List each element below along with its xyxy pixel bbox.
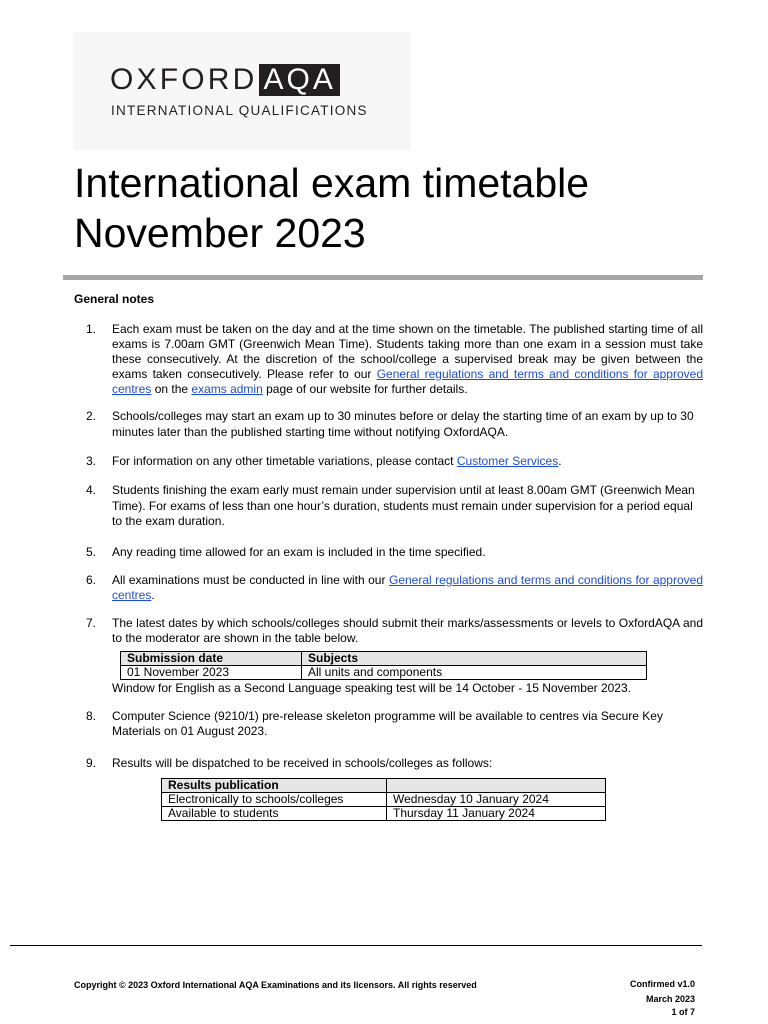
note-text: .	[558, 454, 562, 468]
note-text: All examinations must be conducted in line with our	[112, 572, 389, 587]
note-6	[72, 573, 703, 603]
table-header-row	[121, 651, 647, 665]
note-text: Computer Science (9210/1) pre-release skeleton programme will be available to centres via Secure Key Materials on 01 August 2023.	[112, 708, 663, 738]
logo-subtitle: INTERNATIONAL QUALIFICATIONS	[111, 103, 368, 118]
note-5	[72, 545, 703, 560]
note-text: Results will be dispatched to be received in schools/colleges as follows:	[112, 755, 493, 770]
page-title-line1: International exam timetable	[74, 160, 590, 206]
page-title-line2: November 2023	[74, 210, 366, 256]
table-cell: Thursday 11 January 2024	[387, 806, 606, 820]
table-cell: Available to students	[162, 806, 387, 820]
note-9	[72, 756, 703, 821]
note-text: Schools/colleges may start an exam up to 30 minutes before or delay the starting time of an exam by up to 30 minutes later than the published starting time without notifying OxfordAQA.	[112, 409, 694, 439]
note-number: 4.	[86, 483, 97, 497]
note-text: .	[151, 587, 155, 602]
note-number: 2.	[86, 409, 97, 423]
table-header-cell	[387, 778, 606, 792]
table-header-cell: Submission date	[121, 651, 302, 665]
table-row	[162, 792, 606, 806]
note-text: on the	[151, 382, 192, 396]
note-2	[72, 408, 703, 440]
footer-divider	[10, 945, 702, 946]
note-8	[72, 709, 703, 739]
note-number: 5.	[86, 544, 97, 559]
table-header-row	[162, 778, 606, 792]
note-text: Students finishing the exam early must remain under supervision until at least 8.00am GMT (Greenwich Mean Time). For exams of less than one hour’s duration, students must remain under supervision for a period equal to the exam duration.	[112, 483, 695, 528]
submission-table	[120, 651, 647, 680]
results-table	[161, 778, 606, 821]
table-row	[162, 806, 606, 820]
note-number: 9.	[86, 755, 97, 770]
document-status: Confirmed v1.0	[629, 979, 695, 989]
note-text: The latest dates by which schools/colleges should submit their marks/assessments or levels to OxfordAQA and to the moderator are shown in the table below.	[112, 615, 703, 645]
logo-brand-left: OXFORD	[110, 63, 258, 96]
table-cell: All units and components	[302, 665, 647, 679]
note-4	[72, 483, 703, 530]
note-3	[72, 454, 703, 469]
page-number: 1 of 7	[671, 1007, 695, 1017]
note-number: 1.	[86, 322, 97, 336]
logo-brand-right: AQA	[259, 64, 340, 96]
note-number: 6.	[86, 572, 97, 587]
table-row	[121, 665, 647, 679]
note-text: Each exam must be taken on the day and at the time shown on the timetable. The published starting time of all exams is 7.00am GMT (Greenwich Mean Time). Students taking more than one exam in a session must take these consecutively. At the discretion of the school/college a supervised break may be given between the exams taken consecutively. Please refer to our	[112, 322, 703, 381]
general-regulations-link[interactable]: General regulations and terms and conditions for approved centres	[112, 367, 703, 396]
note-number: 7.	[86, 615, 97, 630]
note-text: page of our website for further details.	[262, 382, 468, 396]
table-cell: 01 November 2023	[121, 665, 302, 679]
note-text: For information on any other timetable variations, please contact	[112, 454, 457, 468]
note-7	[72, 616, 703, 696]
general-notes-list	[72, 322, 703, 821]
note-number: 3.	[86, 454, 97, 468]
table-header-cell: Results publication	[162, 778, 387, 792]
oxfordaqa-logo	[110, 64, 340, 96]
exams-admin-link[interactable]: exams admin	[191, 382, 263, 396]
page-title	[74, 158, 589, 258]
table-cell: Wednesday 10 January 2024	[387, 792, 606, 806]
note-text: Any reading time allowed for an exam is included in the time specified.	[112, 544, 486, 559]
customer-services-link[interactable]: Customer Services	[456, 454, 559, 468]
esl-window-note: Window for English as a Second Language speaking test will be 14 October - 15 November 2023.	[112, 680, 631, 695]
copyright-text: Copyright © 2023 Oxford International AQA Examinations and its licensors. All rights reserved	[74, 980, 477, 990]
table-header-cell: Subjects	[302, 651, 647, 665]
note-1	[72, 322, 703, 397]
title-divider	[63, 275, 703, 280]
table-cell: Electronically to schools/colleges	[162, 792, 387, 806]
document-date: March 2023	[645, 994, 695, 1004]
note-number: 8.	[86, 708, 97, 723]
footer-meta	[630, 977, 695, 1018]
general-regulations-link[interactable]: General regulations and terms and conditions for approved centres	[112, 572, 704, 602]
general-notes-heading: General notes	[74, 292, 155, 306]
